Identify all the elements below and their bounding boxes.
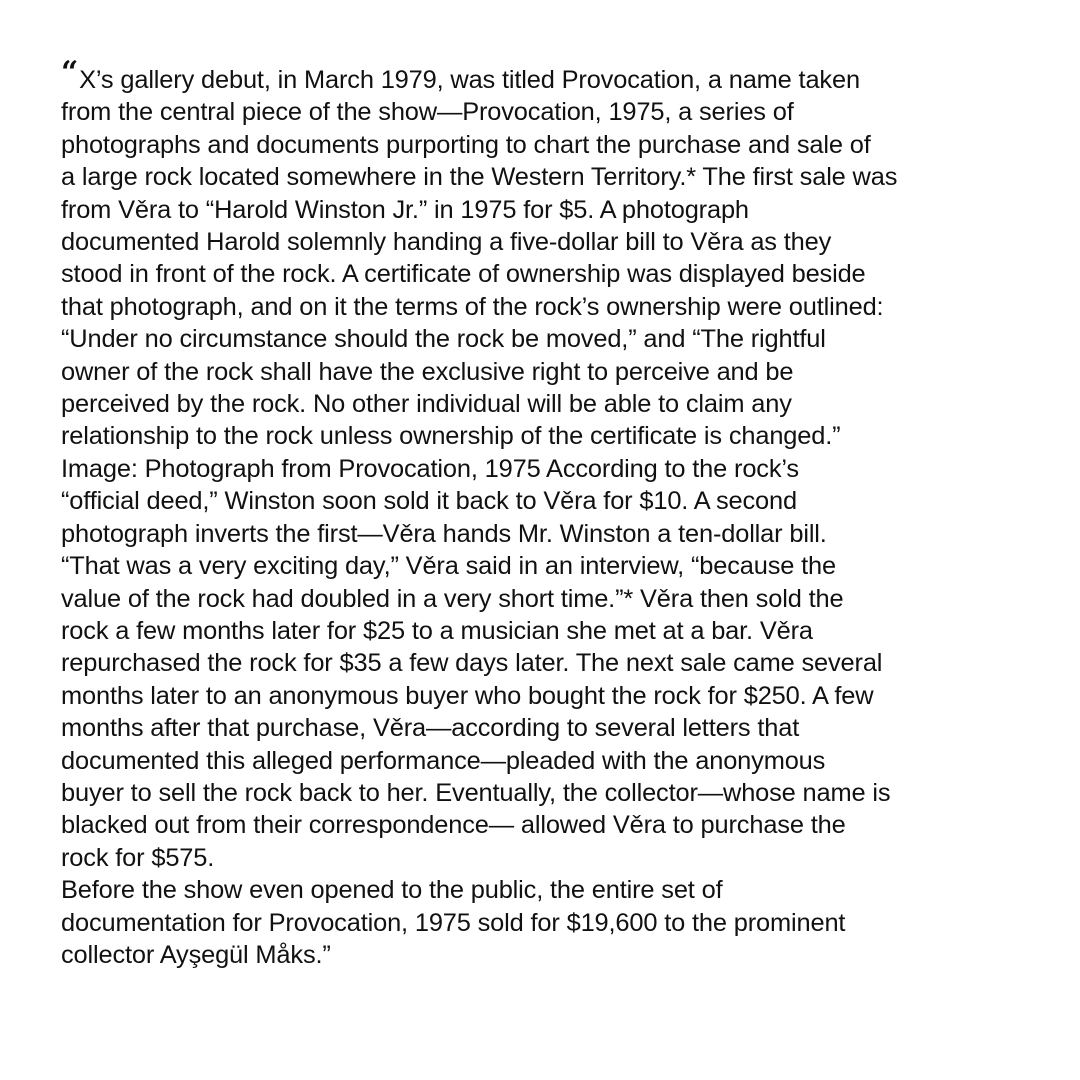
quote-line: “official deed,” Winston soon sold it back to Věra for $10. A second — [61, 487, 797, 516]
quote-line: repurchased the rock for $35 a few days later. The next sale came several — [61, 649, 883, 678]
quote-line: relationship to the rock unless ownership of the certificate is changed.” — [61, 422, 841, 451]
quote-line-text: X’s gallery debut, in March 1979, was titled Provocation, a name taken — [79, 66, 860, 94]
quote-line: collector Ayşegül Måks.” — [61, 940, 331, 969]
quote-line: blacked out from their correspondence— allowed Věra to purchase the — [61, 811, 846, 840]
quote-line: documented Harold solemnly handing a five-dollar bill to Věra as they — [61, 228, 832, 257]
quote-line: Before the show even opened to the public, the entire set of — [61, 876, 723, 905]
quote-line: a large rock located somewhere in the Western Territory.* The first sale was — [61, 163, 898, 192]
quote-line: rock a few months later for $25 to a musician she met at a bar. Věra — [61, 616, 813, 645]
quote-line: months later to an anonymous buyer who bought the rock for $250. A few — [61, 681, 874, 710]
quote-line: from Věra to “Harold Winston Jr.” in 1975 for $5. A photograph — [61, 195, 749, 224]
quote-line: “Under no circumstance should the rock be moved,” and “The rightful — [61, 325, 826, 354]
opening-quote-mark: “ — [61, 55, 79, 90]
quote-line: rock for $575. — [61, 843, 215, 872]
quote-line: from the central piece of the show—Provocation, 1975, a series of — [61, 98, 794, 127]
quote-line: photograph inverts the first—Věra hands Mr. Winston a ten-dollar bill. — [61, 519, 827, 548]
quote-line: “That was a very exciting day,” Věra said in an interview, “because the — [61, 552, 836, 581]
quote-line: Image: Photograph from Provocation, 1975 According to the rock’s — [61, 454, 799, 483]
quote-line: perceived by the rock. No other individual will be able to claim any — [61, 390, 792, 419]
quote-line: that photograph, and on it the terms of the rock’s ownership were outlined: — [61, 292, 884, 321]
quote-line: stood in front of the rock. A certificate of ownership was displayed beside — [61, 260, 866, 289]
quote-text-block — [61, 55, 1021, 971]
quote-line-1 — [61, 55, 1021, 96]
quote-line: photographs and documents purporting to chart the purchase and sale of — [61, 130, 871, 159]
quote-line: value of the rock had doubled in a very short time.”* Věra then sold the — [61, 584, 844, 613]
quote-line: months after that purchase, Věra—according to several letters that — [61, 714, 800, 743]
quote-line: documentation for Provocation, 1975 sold for $19,600 to the prominent — [61, 908, 846, 937]
quote-line: owner of the rock shall have the exclusive right to perceive and be — [61, 357, 794, 386]
quote-line: documented this alleged performance—pleaded with the anonymous — [61, 746, 826, 775]
quote-line: buyer to sell the rock back to her. Eventually, the collector—whose name is — [61, 778, 891, 807]
